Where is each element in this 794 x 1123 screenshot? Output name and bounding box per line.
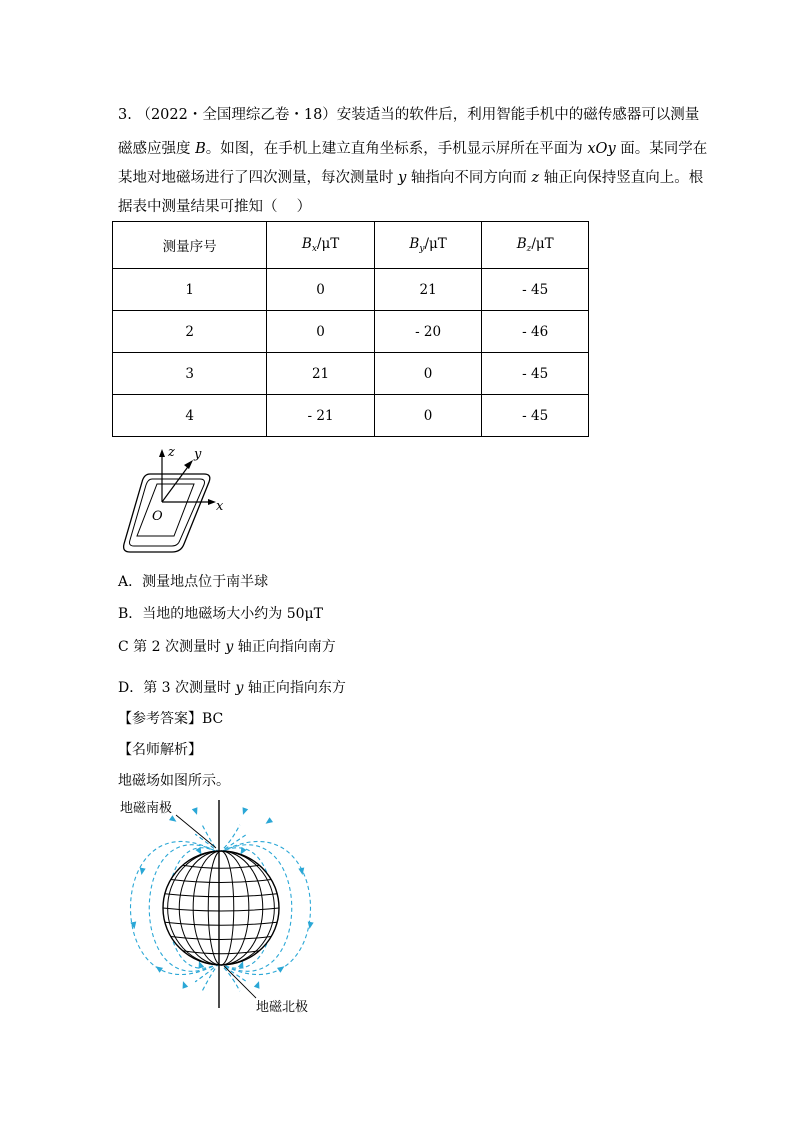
field-arrow [130, 922, 137, 930]
phone-outer-outline [124, 474, 210, 552]
header-bz: $B_z/\mu T$ [482, 222, 589, 269]
table-row [113, 269, 589, 311]
header-seq: 测量序号 [113, 222, 267, 269]
origin-label: O [152, 509, 163, 524]
cell-by: 21 [374, 269, 482, 311]
cell-seq: 4 [113, 395, 267, 437]
q2-b: B [195, 141, 206, 157]
cell-seq: 1 [113, 269, 267, 311]
z-axis-label: z [168, 445, 175, 460]
question-line-4: 据表中测量结果可推知（ ） [118, 199, 312, 215]
question-line-1: 3. （2022・全国理综乙卷・18）安装适当的软件后，利用智能手机中的磁传感器可以测量 [118, 107, 700, 123]
header-bx: $B_x/\mu T$ [267, 222, 375, 269]
option-a: A．测量地点位于南半球 [118, 574, 269, 590]
north-pole-label: 地磁北极 [256, 1000, 309, 1015]
field-arrow [192, 807, 200, 816]
option-b: B．当地的地磁场大小约为 50μT [118, 606, 323, 622]
q3-a: 某地对地磁场进行了四次测量，每次测量时 [118, 170, 399, 186]
y-axis-label: y [194, 447, 202, 462]
cell-by: 0 [374, 395, 482, 437]
field-arrow [154, 964, 163, 973]
q3-e: 轴正向保持竖直向上。根 [539, 170, 704, 186]
field-arrow [240, 807, 248, 816]
field-spray-line [219, 963, 240, 991]
q3-d: z [531, 170, 540, 186]
option-c: C 第 2 次测量时 y 轴正向指向南方 [118, 639, 336, 655]
q3-b: y [398, 170, 407, 186]
q2-c: 。如图，在手机上建立直角坐标系，手机显示屏所在平面为 [205, 141, 588, 157]
cell-bx: 21 [267, 353, 375, 395]
table-row [113, 395, 589, 437]
reference-answer: 【参考答案】BC [118, 711, 224, 727]
table-header-row [113, 222, 589, 269]
analysis-text: 地磁场如图所示。 [118, 773, 230, 789]
cell-bx: 0 [267, 269, 375, 311]
question-line-2 [118, 137, 707, 158]
field-arrow [254, 980, 262, 989]
cell-bx: - 21 [267, 395, 375, 437]
option-d: D．第 3 次测量时 y 轴正向指向东方 [118, 680, 346, 696]
table-row [113, 311, 589, 353]
q2-e: 面。某同学在 [615, 141, 708, 157]
measurement-table [112, 221, 589, 437]
cell-seq: 3 [113, 353, 267, 395]
q2-a: 磁感应强度 [118, 141, 196, 157]
cell-bz: - 45 [482, 353, 589, 395]
x-axis-label: x [216, 499, 224, 514]
field-arrow [307, 922, 314, 930]
q2-d: xOy [587, 141, 616, 157]
question-line-3 [118, 166, 703, 187]
field-spray-line [219, 963, 240, 991]
table-row [113, 353, 589, 395]
field-arrow [180, 980, 188, 989]
cell-by: 0 [374, 353, 482, 395]
cell-bz: - 45 [482, 269, 589, 311]
field-arrow [264, 817, 273, 826]
cell-seq: 2 [113, 311, 267, 353]
field-arrow [277, 964, 286, 973]
cell-bz: - 45 [482, 395, 589, 437]
analysis-heading: 【名师解析】 [118, 742, 202, 758]
field-arrow [139, 868, 146, 876]
cell-bx: 0 [267, 311, 375, 353]
cell-bz: - 46 [482, 311, 589, 353]
header-by: $B_y/\mu T$ [374, 222, 482, 269]
earth-magnetic-field-figure [112, 798, 342, 1023]
cell-by: - 20 [374, 311, 482, 353]
q3-c: 轴指向不同方向而 [406, 170, 532, 186]
globe [163, 851, 279, 965]
field-arrow [169, 815, 178, 824]
south-pole-label: 地磁南极 [120, 801, 173, 816]
phone-axes-figure [112, 440, 242, 560]
